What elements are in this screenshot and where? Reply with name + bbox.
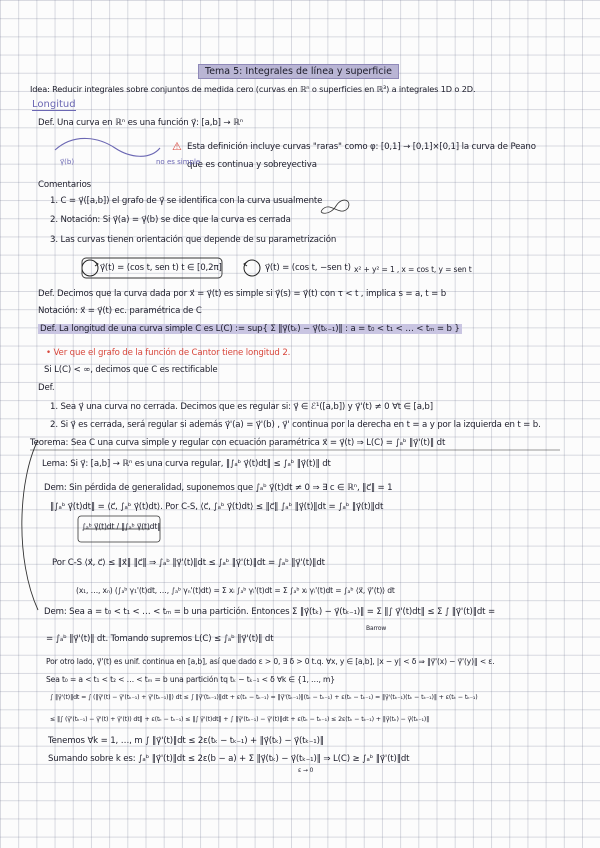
warning-line-2: que es continua y sobreyectiva [187, 160, 317, 170]
notation-line: Notación: x⃗ = γ⃗(t) ec. paramétrica de C [38, 306, 202, 316]
comments-heading: Comentarios [38, 180, 92, 190]
summing-line: Sumando sobre k es: ∫ₐᵇ ‖γ⃗'(t)‖dt ≤ 2ε(b − a) + Σ ‖γ⃗(tₖ) − γ⃗(tₖ₋₁)‖ ⇒ L(C) ≥ ∫ₐᵇ ‖γ⃗'(t)‖dt [48, 754, 410, 764]
def-simple: Def. Decimos que la curva dada por x⃗ = γ⃗(t) es simple si γ⃗(s) = γ⃗(t) con τ < t , implica s = a, t = b [38, 289, 447, 299]
calc-line-1: ∫ ‖γ⃗'(t)‖dt = ∫ (‖γ⃗'(t) − γ⃗'(tₖ₋₁) + γ⃗'(tₖ₋₁)‖) dt ≤ ∫ ‖γ⃗'(tₖ₋₁)‖dt + ε(tₖ − tₖ₋₁) = ‖γ⃗'(tₖ₋₁)‖(tₖ − tₖ₋₁) + ε(tₖ − tₖ₋₁) = ‖γ⃗'(tₖ₋₁)(tₖ − tₖ₋₁)‖ + ε(tₖ − tₖ₋₁) [50, 694, 478, 701]
def-length: Def. La longitud de una curva simple C es L(C) := sup{ Σ ‖γ⃗(tₖ) − γ⃗(tₖ₋₁)‖ : a = t₀ < t₁ < … < tₘ = b } [40, 324, 460, 334]
label-gamma-a: γ⃗(b) [60, 158, 75, 166]
regular-2: 2. Si γ⃗ es cerrada, será regular si además γ⃗'(a) = γ⃗'(b) , γ⃗' continua por la derecha en t = a y por la izquierda en t = b. [50, 420, 541, 430]
lemma-proof-1: Dem: Sin pérdida de generalidad, suponemos que ∫ₐᵇ γ⃗(t)dt ≠ 0 ⇒ ∃ c ∈ ℝⁿ, ‖c⃗‖ = 1 [44, 483, 393, 493]
eps-limit-label: ε → 0 [298, 767, 314, 774]
page-title: Tema 5: Integrales de línea y superficie [198, 64, 399, 79]
proof-bracket [22, 440, 38, 610]
theorem-proof-2: = ∫ₐᵇ ‖γ⃗'(t)‖ dt. Tomando supremos L(C) ≤ ∫ₐᵇ ‖γ⃗'(t)‖ dt [46, 634, 274, 644]
section-heading: Longitud [32, 99, 76, 110]
lemma-fraction: ∫ₐᵇ γ⃗(t)dt / ‖∫ₐᵇ γ⃗(t)dt‖ [82, 522, 161, 531]
param-ccw: γ⃗(t) = (cos t, sen t) t ∈ [0,2π] [100, 263, 222, 273]
param-cw: γ⃗(t) = (cos t, −sen t) [265, 263, 351, 273]
lemma-proof-2: ‖∫ₐᵇ γ⃗(t)dt‖ = ⟨c⃗, ∫ₐᵇ γ⃗(t)dt⟩. Por C-S, ⟨c⃗, ∫ₐᵇ γ⃗(t)dt⟩ ≤ ‖c⃗‖ ∫ₐᵇ ‖γ⃗(t)‖dt = ∫ₐᵇ ‖γ⃗(t)‖dt [50, 502, 384, 512]
def-regular-heading: Def. [38, 383, 55, 393]
open-curve-sketch [55, 138, 160, 156]
label-gamma-b: no es simple [156, 158, 201, 166]
comment-1: 1. C = γ⃗([a,b]) el grafo de γ⃗ se identifica con la curva usualmente [50, 196, 323, 206]
warning-icon: ⚠ [172, 140, 182, 153]
theorem-line: Teorema: Sea C una curva simple y regular con ecuación paramétrica x⃗ = γ⃗(t) ⇒ L(C) = ∫ₐᵇ ‖γ⃗'(t)‖ dt [30, 438, 446, 448]
param-circle: x² + y² = 1 , x = cos t, y = sen t [354, 265, 472, 274]
warning-line-1: Esta definición incluye curvas "raras" como φ: [0,1] → [0,1]×[0,1] la curva de Peano [187, 142, 536, 152]
cantor-note: • Ver que el grafo de la función de Cantor tiene longitud 2. [46, 348, 291, 358]
rectifiable-line: Si L(C) < ∞, decimos que C es rectificable [44, 365, 218, 375]
figure-eight-sketch [321, 200, 349, 213]
uniform-continuity: Por otro lado, γ⃗'(t) es unif. continua en [a,b], así que dado ε > 0, ∃ δ > 0 t.q. ∀x, y ∈ [a,b], |x − y| < δ ⇒ ‖γ⃗'(x) − γ⃗'(y)‖ < ε. [46, 657, 495, 666]
tenemos-line: Tenemos ∀k = 1, …, m ∫ ‖γ⃗'(t)‖dt ≤ 2ε(tₖ − tₖ₋₁) + ‖γ⃗(tₖ) − γ⃗(tₖ₋₁)‖ [48, 736, 324, 746]
comment-3: 3. Las curvas tienen orientación que depende de su parametrización [50, 235, 337, 245]
theorem-proof-1: Dem: Sea a = t₀ < t₁ < … < tₘ = b una partición. Entonces Σ ‖γ⃗(tₖ) − γ⃗(tₖ₋₁)‖ = Σ ‖∫ γ⃗'(t)dt‖ ≤ Σ ∫ ‖γ⃗'(t)‖dt = [44, 607, 495, 617]
intro-line: Idea: Reducir integrales sobre conjuntos de medida cero (curvas en ℝⁿ o superficies en ℝ³) a integrales 1D o 2D. [30, 84, 476, 94]
regular-1: 1. Sea γ⃗ una curva no cerrada. Decimos que es regular si: γ⃗ ∈ ℰ¹([a,b]) y γ⃗'(t) ≠ 0 ∀t ∈ [a,b] [50, 402, 433, 412]
lemma-line: Lema: Si γ⃗: [a,b] → ℝⁿ es una curva regular, ‖∫ₐᵇ γ⃗(t)dt‖ ≤ ∫ₐᵇ ‖γ⃗(t)‖ dt [42, 459, 331, 469]
calc-line-2: ≤ ‖∫ (γ⃗'(tₖ₋₁) − γ⃗'(t) + γ⃗'(t)) dt‖ + ε(tₖ − tₖ₋₁) ≤ ‖∫ γ⃗'(t)dt‖ + ∫ ‖γ⃗'(tₖ₋₁) − γ⃗'(t)‖dt + ε(tₖ − tₖ₋₁) ≤ 2ε(tₖ − tₖ₋₁) + ‖γ⃗(tₖ) − γ⃗(tₖ₋₁)‖ [50, 716, 430, 723]
def-curve: Def. Una curva en ℝⁿ es una función γ⃗: [a,b] → ℝⁿ [38, 118, 243, 128]
param-box [82, 258, 222, 278]
barrow-label: Barrow [366, 625, 387, 632]
comment-2: 2. Notación: Si γ⃗(a) = γ⃗(b) se dice que la curva es cerrada [50, 215, 291, 225]
lemma-proof-3: Por C-S ⟨x⃗, c⃗⟩ ≤ ‖x⃗‖ ‖c⃗‖ ⇒ ∫ₐᵇ ‖γ⃗'(t)‖dt ≤ ∫ₐᵇ ‖γ⃗'(t)‖dt = ∫ₐᵇ ‖γ⃗'(t)‖dt [52, 558, 325, 568]
partition-line: Sea t₀ = a < t₁ < t₂ < … < tₘ = b una partición tq tₖ − tₖ₋₁ < δ ∀k ∈ {1, …, m} [46, 675, 335, 684]
lemma-proof-4: (x₁, …, xₙ) (∫ₐᵇ γ₁'(t)dt, …, ∫ₐᵇ γₙ'(t)dt) = Σ xᵢ ∫ₐᵇ γᵢ'(t)dt = Σ ∫ₐᵇ xᵢ γᵢ'(t)dt = ∫ₐᵇ ⟨x⃗, γ⃗'(t)⟩ dt [76, 586, 395, 595]
